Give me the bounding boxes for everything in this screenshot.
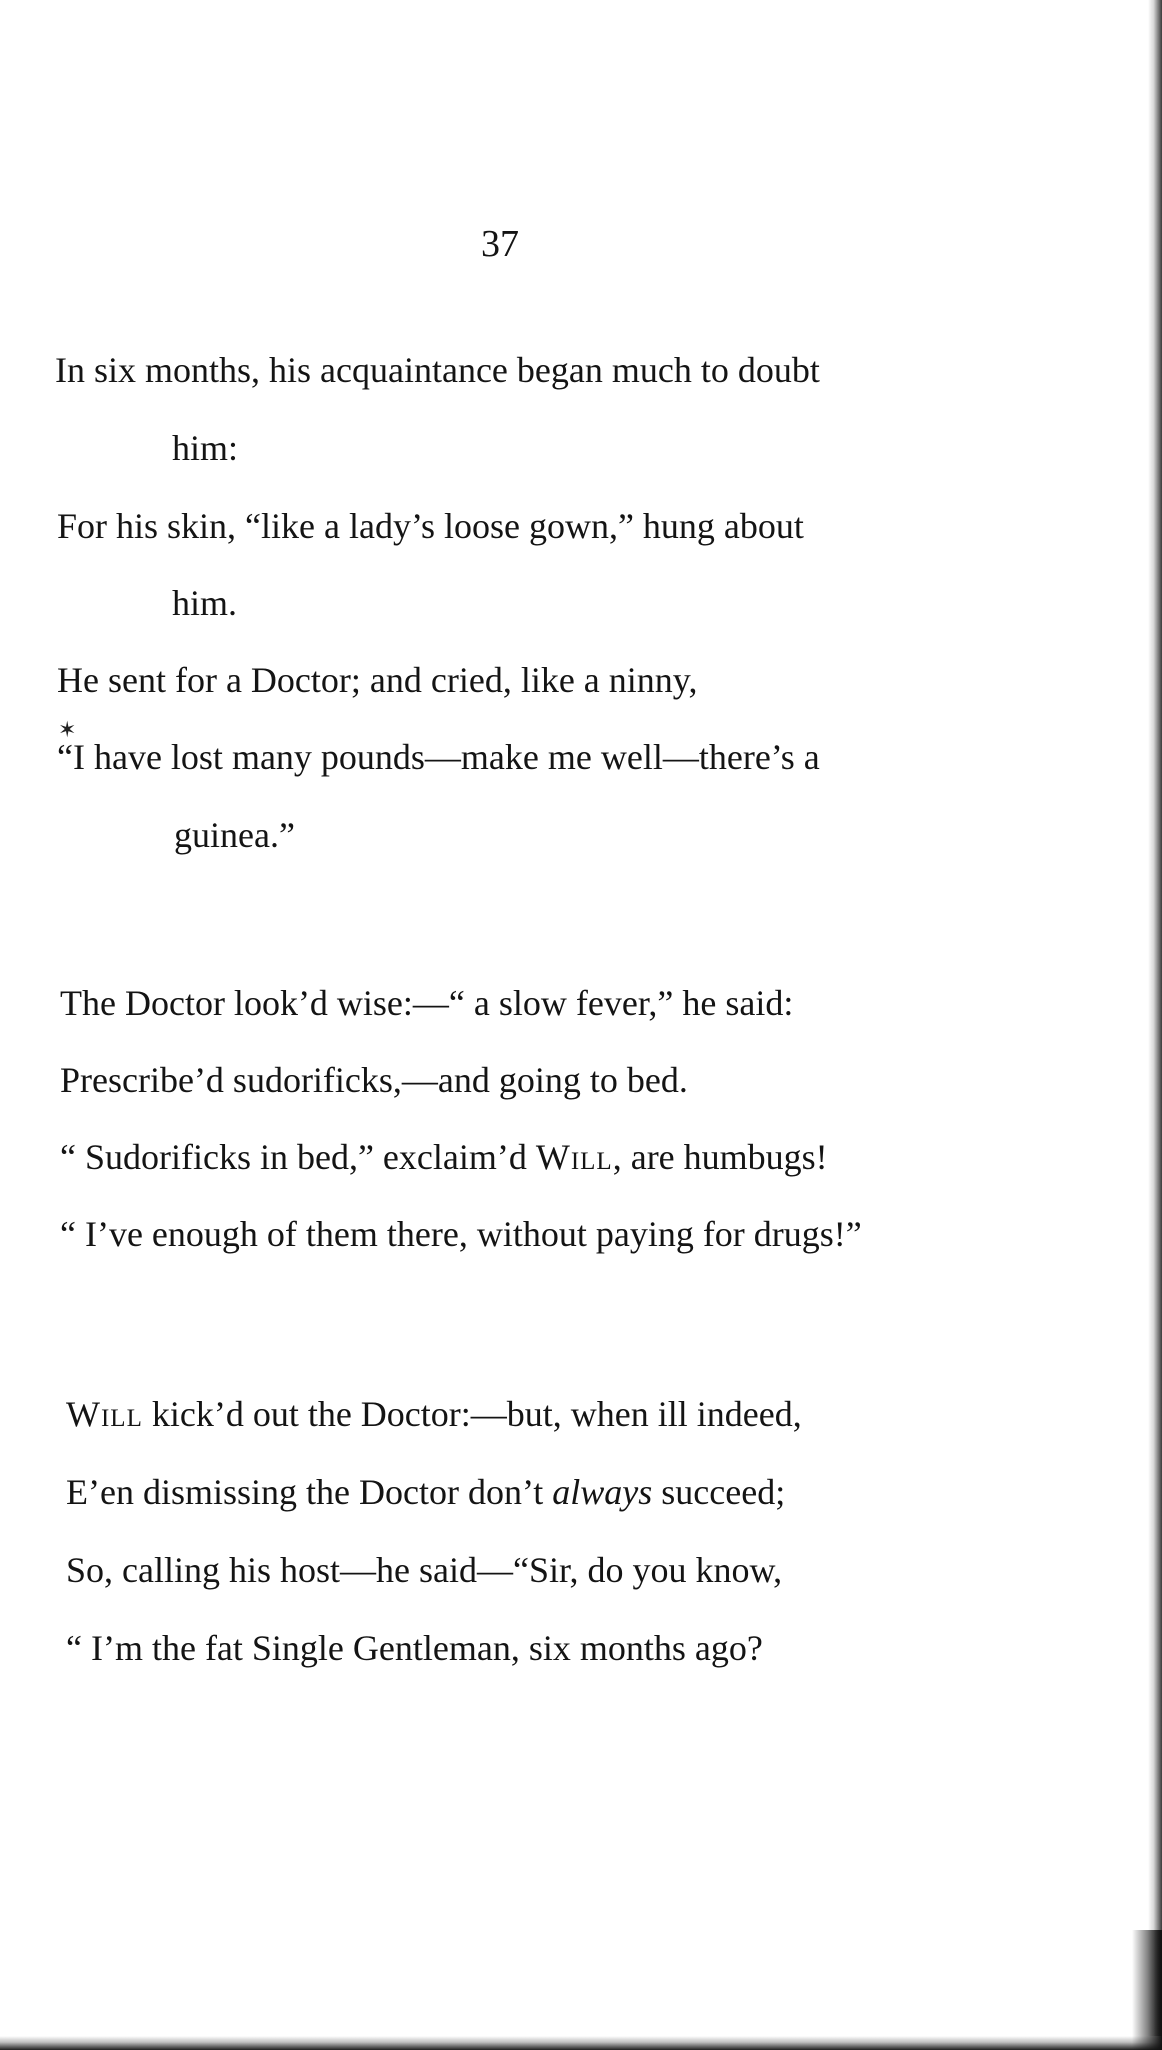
- page-corner-shadow: [1132, 1930, 1162, 2050]
- stanza1-line2: For his skin, “like a lady’s loose gown,” hung about: [57, 506, 804, 546]
- stanza2-line2: Prescribe’d sudorificks,—and going to bed.: [60, 1060, 688, 1100]
- stanza2-line1: The Doctor look’d wise:—“ a slow fever,” he said:: [60, 983, 794, 1023]
- stanza3-line1: [66, 1396, 802, 1432]
- stanza3-line2-part1: E’en dismissing the Doctor don’t: [66, 1472, 553, 1512]
- stanza2-line3: [60, 1139, 828, 1175]
- character-name-will: Will: [66, 1394, 143, 1434]
- stanza2-line4: “ I’ve enough of them there, without paying for drugs!”: [60, 1214, 862, 1254]
- stanza1-line3: He sent for a Doctor; and cried, like a ninny,: [57, 660, 698, 700]
- stanza1-line4-continuation: guinea.”: [174, 815, 295, 855]
- stanza3-line2: [66, 1474, 785, 1510]
- stanza3-line2-part2: succeed;: [652, 1472, 786, 1512]
- page-edge-shadow-right: [1148, 0, 1162, 2050]
- character-name-will: Will: [535, 1137, 613, 1177]
- printers-mark: ✶: [58, 717, 77, 742]
- stanza1-line4: “I have lost many pounds—make me well—there’s a: [57, 737, 820, 777]
- stanza2-line3-part1: “ Sudorificks in bed,” exclaim’d: [60, 1137, 536, 1177]
- stanza3-line4: “ I’m the fat Single Gentleman, six months ago?: [66, 1628, 763, 1668]
- stanza3-line1-rest: kick’d out the Doctor:—but, when ill indeed,: [142, 1394, 802, 1434]
- emphasis-always: always: [552, 1472, 653, 1512]
- stanza2-line3-part2: , are humbugs!: [612, 1137, 828, 1177]
- stanza1-line1: In six months, his acquaintance began much to doubt: [55, 350, 820, 390]
- stanza1-line1-continuation: him:: [172, 428, 239, 468]
- stanza3-line3: So, calling his host—he said—“Sir, do you know,: [66, 1550, 783, 1590]
- page-number: 37: [481, 223, 519, 265]
- stanza1-line2-continuation: him.: [172, 583, 238, 623]
- page-edge-shadow-bottom: [0, 2036, 1162, 2050]
